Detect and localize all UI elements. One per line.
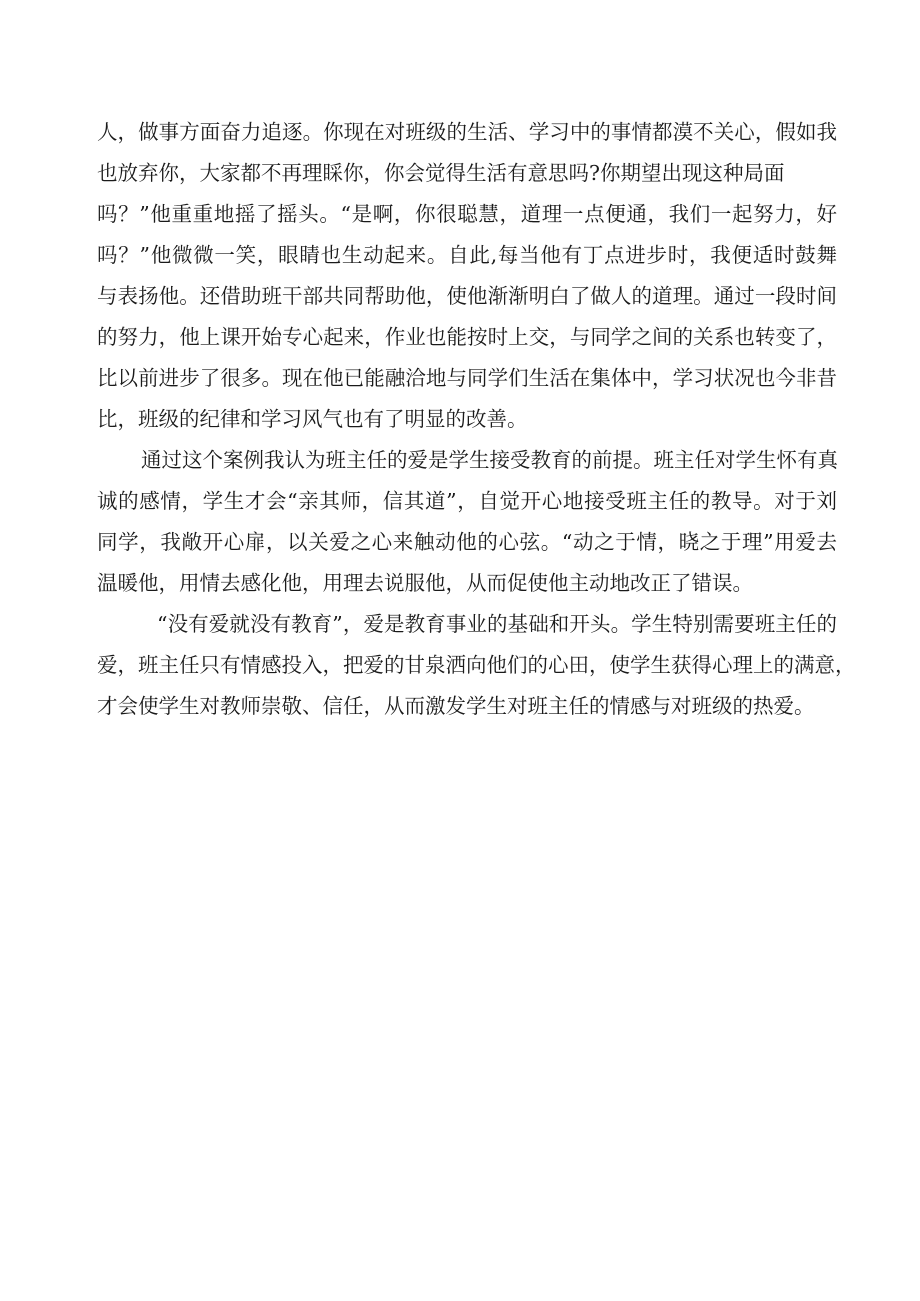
paragraph-line: 通过这个案例我认为班主任的爱是学生接受教育的前提。班主任对学生怀有真 bbox=[141, 448, 838, 472]
paragraph-line: 的努力，他上课开始专心起来，作业也能按时上交，与同学之间的关系也转变了， bbox=[97, 325, 837, 349]
paragraph-1 bbox=[97, 112, 837, 440]
paragraph-line: 比，班级的纪律和学习风气也有了明显的改善。 bbox=[97, 407, 528, 431]
paragraph-line: 吗？”他重重地摇了摇头。“是啊，你很聪慧，道理一点便通，我们一起努力，好 bbox=[97, 202, 837, 226]
paragraph-line: 温暖他，用情去感化他，用理去说服他，从而促使他主动地改正了错误。 bbox=[97, 571, 753, 595]
paragraph-line: 人，做事方面奋力追逐。你现在对班级的生活、学习中的事情都漠不关心，假如我 bbox=[97, 120, 837, 144]
paragraph-line: 同学，我敞开心扉，以关爱之心来触动他的心弦。“动之于情，晓之于理”用爱去 bbox=[97, 530, 837, 554]
paragraph-line: 也放弃你，大家都不再理睬你，你会觉得生活有意思吗?你期望出现这种局面 bbox=[97, 161, 785, 185]
document-body bbox=[97, 112, 856, 727]
paragraph-2 bbox=[97, 440, 837, 604]
paragraph-line: 诚的感情，学生才会“亲其师，信其道”，自觉开心地接受班主任的教导。对于刘 bbox=[97, 489, 837, 513]
paragraph-line: 与表扬他。还借助班干部共同帮助他，使他渐渐明白了做人的道理。通过一段时间 bbox=[97, 284, 837, 308]
paragraph-line: 比以前进步了很多。现在他已能融洽地与同学们生活在集体中，学习状况也今非昔 bbox=[97, 366, 837, 390]
paragraph-line: “没有爱就没有教育”，爱是教育事业的基础和开头。学生特别需要班主任的 bbox=[157, 612, 837, 636]
paragraph-line: 爱，班主任只有情感投入，把爱的甘泉洒向他们的心田，使学生获得心理上的满意， bbox=[97, 653, 856, 677]
paragraph-3 bbox=[97, 604, 856, 727]
paragraph-line: 才会使学生对教师崇敬、信任，从而激发学生对班主任的情感与对班级的热爱。 bbox=[97, 694, 815, 718]
paragraph-line: 吗？”他微微一笑，眼睛也生动起来。自此,每当他有丁点进步时，我便适时鼓舞 bbox=[97, 243, 837, 267]
